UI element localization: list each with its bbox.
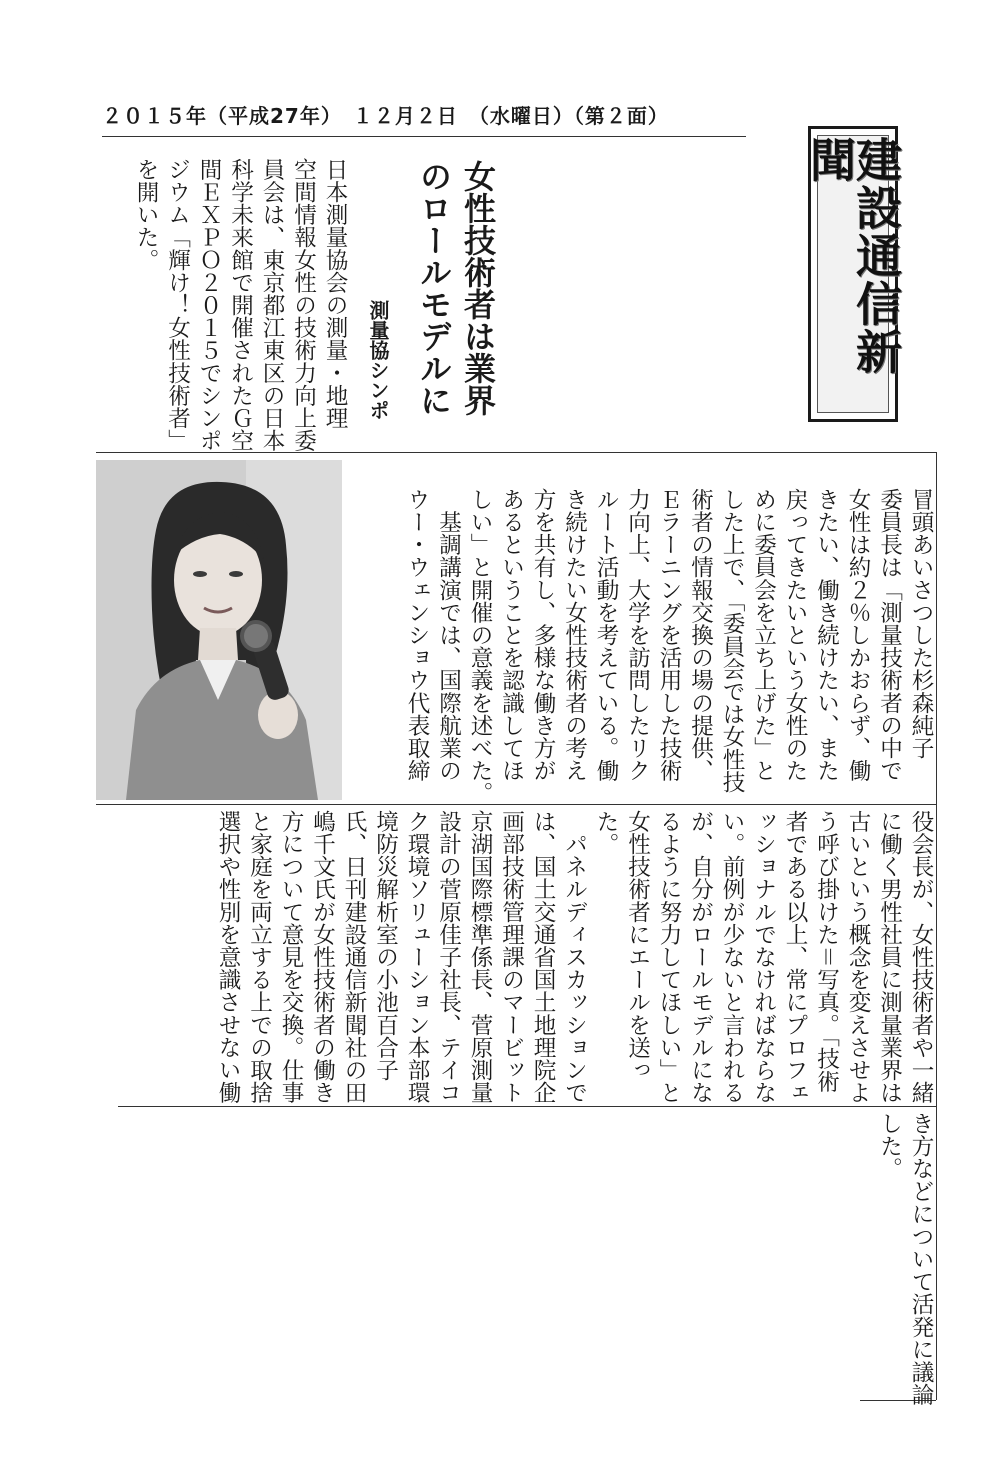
section-rule-top <box>96 452 936 453</box>
dateline: ２０１５年（平成27年） １２月２日 （水曜日）（第２面） <box>102 104 669 128</box>
masthead <box>803 126 903 422</box>
subhead: 測量協シンポ <box>366 300 390 420</box>
masthead-frame <box>803 135 903 413</box>
masthead-title: 建設通信新聞 <box>803 136 903 376</box>
body-column-1: 冒頭あいさつした杉森純子 委員長は「測量技術者の中で 女性は約２％しかおらず、働 きたい、働き続けたい、また 戻ってきたいという女性のた めに委員会を立ち上げた」と した上で、「委員会では女性技 術者の情報交換の場の提供、 Ｅラーニングを活用した技術 力向上、大学を訪問したリク ルート活動を考えている。働 き続けたい女性技術者の考え 方を共有し、多様な働き方が あるということを認識してほ しい」と開催の意義を述べた。 基調講演では、国際航業の ウー・ウェンショウ代表取締 <box>404 488 934 805</box>
dateline-rule <box>102 136 746 137</box>
headline: 女性技術者は業界 のロールモデルに <box>415 160 497 416</box>
body-column-2: 役会長が、女性技術者や一緒 に働く男性社員に測量業界は 古いという概念を変えさせよ う呼び掛けた＝写真。「技術 者である以上、常にプロフェ ッショナルでなければならな い。前例が少ないと言われる が、自分がロールモデルにな るように努力してほしい」と 女性技術者にエールを送っ た。 パネルディスカッションで は、国土交通省国土地理院企 画部技術管理課のマービット 京湖国際標準係長、菅原測量 設計の菅原佳子社長、テイコ ク環境ソリューション本部環 境防災解析室の小池百合子 氏、日刊建設通信新聞社の田 嶋千文氏が女性技術者の働き 方について意見を交換。仕事 と家庭を両立する上での取捨 選択や性別を意識させない働 <box>215 810 934 1104</box>
section-rule-mid <box>96 804 936 805</box>
article-right-rule <box>936 452 937 1400</box>
body-column-3: き方などについて活発に議論 した。 <box>876 1112 934 1406</box>
speaker-photo <box>96 460 342 800</box>
lead-paragraph: 日本測量協会の測量・地理 空間情報女性の技術力向上委 員会は、東京都江東区の日本 科学未来館で開催されたＧ空 間ＥＸＰＯ２０１５でシンポ ジウム「輝け！女性技術者」 を開いた。 <box>133 158 348 452</box>
section-rule-low <box>118 1106 936 1107</box>
speaker-illustration <box>96 460 342 800</box>
